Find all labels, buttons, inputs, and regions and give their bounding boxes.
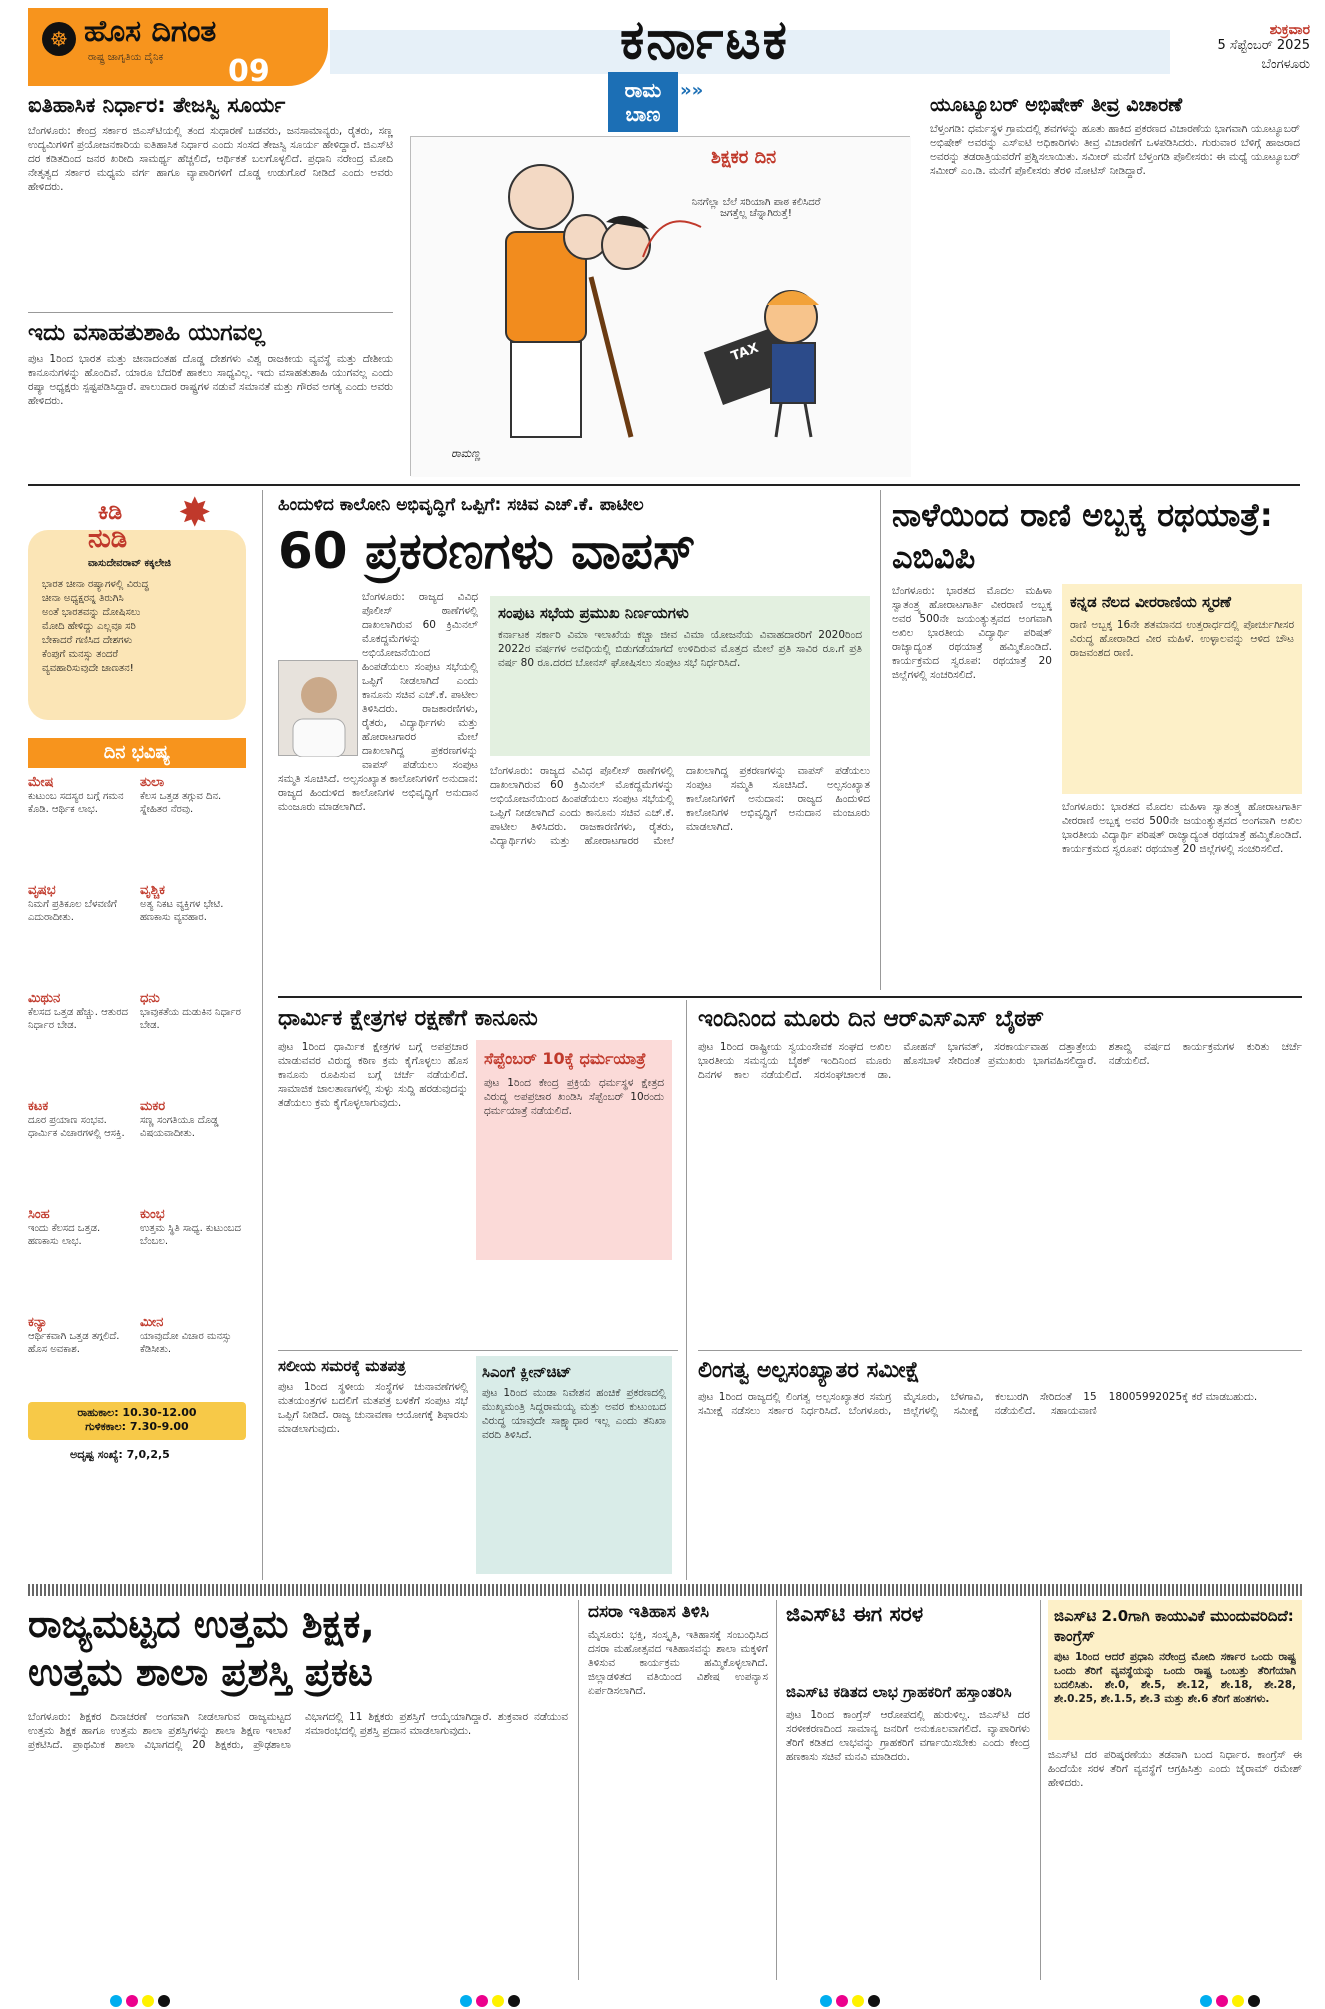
kidi-author: ವಾಸುದೇವರಾವ್ ಕಕ್ಕಲೇಜಿ [88,558,171,569]
article-box-body: ಪುಟ 1ರಿಂದ ಆದರೆ ಪ್ರಧಾನಿ ನರೇಂದ್ರ ಮೋದಿ ಸರ್ಕಾರ ಒಂದು ರಾಷ್ಟ್ರ ಒಂದು ತೆರಿಗೆ ವ್ಯವಸ್ಥೆಯನ್ನು ಒಂದು ರಾಷ್ಟ್ರ ಒಂಬತ್ತು ತೆರಿಗೆಯಾಗಿ ಬದಲಿಸಿತು. ಶೇ.0, ಶೇ.5, ಶೇ.12, ಶೇ.18, ಶೇ.28, ಶೇ.0.25, ಶೇ.1.5, ಶೇ.3 ಮತ್ತು ಶೇ.6 ತೆರಿಗೆ ಹಂತಗಳು. [1054,1651,1296,1705]
divider [278,1350,678,1351]
article-title: ಸಿಎಂಗೆ ಕ್ಲೀನ್‌ಚಿಟ್ [482,1363,572,1381]
kidi-subtitle: ನುಡಿ [88,524,128,554]
rashi-item [140,1208,245,1248]
abbakka-box-body: ರಾಣಿ ಅಬ್ಬಕ್ಕ 16ನೇ ಶತಮಾನದ ಉತ್ತರಾರ್ಧದಲ್ಲಿ ಪೋರ್ಚುಗೀಸರ ವಿರುದ್ಧ ಹೋರಾಡಿದ ವೀರ ಮಹಿಳೆ. ಉಳ್ಳಾಲವನ್ನು ಆಳಿದ ಚೌಟ ರಾಜವಂಶದ ರಾಣಿ. [1070,619,1294,659]
divider [278,996,1302,998]
date-box [1140,22,1310,72]
rashi-name: ಮಿಥುನ [28,991,61,1006]
article-body: ಪುಟ 1ರಿಂದ ಕಾಂಗ್ರೆಸ್ ಆರೋಪದಲ್ಲಿ ಹುರುಳಿಲ್ಲ. ಜಿಎಸ್‌ಟಿ ದರ ಸರಳೀಕರಣದಿಂದ ಸಾಮಾನ್ಯ ಜನರಿಗೆ ಅನುಕೂಲವಾಗಲಿದೆ. ವ್ಯಾಪಾರಿಗಳು ತೆರಿಗೆ ಕಡಿತದ ಲಾಭವನ್ನು ಗ್ರಾಹಕರಿಗೆ ವರ್ಗಾಯಿಸಬೇಕು ಎಂದು ಕೇಂದ್ರ ಹಣಕಾಸು ಸಚಿವೆ ಮನವಿ ಮಾಡಿದರು. [786,1709,1030,1763]
registration-dots [460,1992,524,2009]
kidi-line: ಚೀನಾ ಅಧ್ಯಕ್ಷರನ್ನ ತಿರುಗಿಸಿ [42,593,124,604]
kidi-line: ವ್ಯವಹಾರಿಸುವುದೇ ಜಾಣತನ! [42,663,134,674]
article-body: ಪುಟ 1ರಿಂದ ಧಾರ್ಮಿಕ ಕ್ಷೇತ್ರಗಳ ಬಗ್ಗೆ ಅಪಪ್ರಚಾರ ಮಾಡುವವರ ವಿರುದ್ಧ ಕಠಿಣ ಕ್ರಮ ಕೈಗೊಳ್ಳಲು ಹೊಸ ಕಾನೂನು ರೂಪಿಸುವ ಬಗ್ಗೆ ಚರ್ಚೆ ನಡೆಯಲಿದೆ. ಸಾಮಾಜಿಕ ಜಾಲತಾಣಗಳಲ್ಲಿ ಸುಳ್ಳು ಸುದ್ದಿ ಹರಡುವುದನ್ನು ತಡೆಯಲು ಕ್ರಮ ಕೈಗೊಳ್ಳಲಾಗುವುದು. [278,1041,468,1109]
column-rule [1040,1600,1041,1980]
cleanchit-box [476,1356,672,1574]
lucky-number: ಅದೃಷ್ಟ ಸಂಖ್ಯೆ: 7,0,2,5 [70,1448,170,1461]
rashi-name: ವೃಶ್ಚಿಕ [140,883,165,898]
section-title: ಕರ್ನಾಟಕ [620,8,789,71]
article-body: ಪುಟ 1ರಿಂದ ರಾಜ್ಯದಲ್ಲಿ ಲಿಂಗತ್ವ ಅಲ್ಪಸಂಖ್ಯಾತರ ಸಮಗ್ರ ಸಮೀಕ್ಷೆ ನಡೆಸಲು ಸರ್ಕಾರ ನಿರ್ಧರಿಸಿದೆ. ಬೆಂಗಳೂರು, ಮೈಸೂರು, ಬೆಳಗಾವಿ, ಕಲಬುರಗಿ ಸೇರಿದಂತೆ 15 ಜಿಲ್ಲೆಗಳಲ್ಲಿ ಸಮೀಕ್ಷೆ ನಡೆಯಲಿದೆ. ಸಹಾಯವಾಣಿ 18005992025ಕ್ಕೆ ಕರೆ ಮಾಡಬಹುದು. [698,1391,1258,1417]
article-ballot [278,1356,468,1566]
rashi-item [28,1316,133,1356]
article-rss [698,1004,1302,1352]
rashi-text: ಕುಟುಂಬ ಸದಸ್ಯರ ಬಗ್ಗೆ ಗಮನ ಕೊಡಿ. ಆರ್ಥಿಕ ಲಾಭ. [28,791,124,815]
registration-dots [820,1992,884,2009]
article-title: ನಾಳೆಯಿಂದ ರಾಣಿ ಅಬ್ಬಕ್ಕ ರಥಯಾತ್ರೆ: ಎಬಿವಿಪಿ [892,496,1273,576]
logo-icon: ☸ [42,22,76,56]
dharmayatre-title: ಸೆಪ್ಟೆಂಬರ್ 10ಕ್ಕೆ ಧರ್ಮಯಾತ್ರೆ [484,1049,646,1068]
rashi-item [28,1208,133,1248]
rashi-text: ದೂರ ಪ್ರಯಾಣ ಸಂಭವ. ಧಾರ್ಮಿಕ ವಿಚಾರಗಳಲ್ಲಿ ಆಸಕ್ತಿ. [28,1115,125,1139]
rahukala-box [28,1402,246,1440]
article-body: ಬೆಂಗಳೂರು: ಭಾರತದ ಮೊದಲ ಮಹಿಳಾ ಸ್ವಾತಂತ್ರ್ಯ ಹೋರಾಟಗಾರ್ತಿ ವೀರರಾಣಿ ಅಬ್ಬಕ್ಕ ಅವರ 500ನೇ ಜಯಂತ್ಯುತ್ಸವದ ಅಂಗವಾಗಿ ಅಖಿಲ ಭಾರತೀಯ ವಿದ್ಯಾರ್ಥಿ ಪರಿಷತ್ ರಾಜ್ಯಾದ್ಯಂತ ರಥಯಾತ್ರೆ ಹಮ್ಮಿಕೊಂಡಿದೆ. ಕಾರ್ಯಕ್ರಮದ ಸ್ವರೂಪ: ರಥಯಾತ್ರೆ 20 ಜಿಲ್ಲೆಗಳಲ್ಲಿ ಸಂಚರಿಸಲಿದೆ. [892,585,1052,681]
rashi-item [140,1316,245,1356]
rashi-text: ಕೆಲಸದ ಒತ್ತಡ ಹೆಚ್ಚು. ಆತುರದ ನಿರ್ಧಾರ ಬೇಡ. [28,1007,128,1031]
lead-body [278,590,478,990]
registration-dots [1200,1992,1264,2009]
article-body: ಬೆಂಗಳೂರು: ಶಿಕ್ಷಕರ ದಿನಾಚರಣೆ ಅಂಗವಾಗಿ ನೀಡಲಾಗುವ ರಾಜ್ಯಮಟ್ಟದ ಉತ್ತಮ ಶಿಕ್ಷಕ ಹಾಗೂ ಉತ್ತಮ ಶಾಲಾ ಪ್ರಶಸ್ತಿಗಳನ್ನು ಶಾಲಾ ಶಿಕ್ಷಣ ಇಲಾಖೆ ಪ್ರಕಟಿಸಿದೆ. ಪ್ರಾಥಮಿಕ ಶಾಲಾ ವಿಭಾಗದಲ್ಲಿ 20 ಶಿಕ್ಷಕರು, ಪ್ರೌಢಶಾಲಾ ವಿಭಾಗದಲ್ಲಿ 11 ಶಿಕ್ಷಕರು ಪ್ರಶಸ್ತಿಗೆ ಆಯ್ಕೆಯಾಗಿದ್ದಾರೆ. ಶುಕ್ರವಾರ ನಡೆಯುವ ಸಮಾರಂಭದಲ್ಲಿ ಪ್ರಶಸ್ತಿ ಪ್ರದಾನ ಮಾಡಲಾಗುವುದು. [28,1711,568,1751]
rashi-item [28,992,133,1032]
cartoon-tax-label: TAX [729,340,761,365]
article-subtitle: ಜಿಎಸ್‌ಟಿ ಕಡಿತದ ಲಾಭ ಗ್ರಾಹಕರಿಗೆ ಹಸ್ತಾಂತರಿಸಿ [786,1683,1012,1701]
horoscope-grid [28,776,246,1396]
date: 5 ಸೆಪ್ಟೆಂಬರ್ 2025 [1217,38,1310,53]
article-title: ಯೂಟ್ಯೂಬರ್ ಅಭಿಷೇಕ್ ತೀವ್ರ ವಿಚಾರಣೆ [930,94,1183,116]
article-body: ಮೈಸೂರು: ಭಕ್ತಿ, ಸಂಸ್ಕೃತಿ, ಇತಿಹಾಸಕ್ಕೆ ಸಂಬಂಧಿಸಿದ ದಸರಾ ಮಹೋತ್ಸವದ ಇತಿಹಾಸವನ್ನು ಶಾಲಾ ಮಕ್ಕಳಿಗೆ ತಿಳಿಸುವ ಕಾರ್ಯಕ್ರಮ ಹಮ್ಮಿಕೊಳ್ಳಲಾಗಿದೆ. ಜಿಲ್ಲಾಡಳಿತದ ವತಿಯಿಂದ ವಿಶೇಷ ಉಪನ್ಯಾಸ ಏರ್ಪಡಿಸಲಾಗಿದೆ. [588,1629,768,1697]
article-title: ಧಾರ್ಮಿಕ ಕ್ಷೇತ್ರಗಳ ರಕ್ಷಣೆಗೆ ಕಾನೂನು [278,1006,538,1031]
kidi-line: ಮೋದಿ ಹೇಳಿದ್ದು ಎಲ್ಲವೂ ಸರಿ [42,621,136,632]
city: ಬೆಂಗಳೂರು [1261,57,1310,72]
article-teacher-awards [28,1600,568,1980]
article-body: ಬೆಳ್ತಂಗಡಿ: ಧರ್ಮಸ್ಥಳ ಗ್ರಾಮದಲ್ಲಿ ಶವಗಳನ್ನು ಹೂತು ಹಾಕಿದ ಪ್ರಕರಣದ ವಿಚಾರಣೆಯ ಭಾಗವಾಗಿ ಯೂಟ್ಯೂಬರ್ ಅಭಿಷೇಕ್ ಅವರನ್ನು ಎಸ್‌ಐಟಿ ಅಧಿಕಾರಿಗಳು ತೀವ್ರ ವಿಚಾರಣೆಗೆ ಒಳಪಡಿಸಿದರು. ಗುರುವಾರ ಬೆಳಿಗ್ಗೆ ಹಾಜರಾದ ಅವರನ್ನು ತಡರಾತ್ರಿಯವರೆಗೆ ಪ್ರಶ್ನಿಸಲಾಯಿತು. ಸಮೀರ್ ಮನೆಗೆ ಬೆಳ್ತಂಗಡಿ ಪೊಲೀಸರು: ಈ ಮಧ್ಯೆ ಯೂಟ್ಯೂಬರ್ ಸಮೀರ್ ಎಂ.ಡಿ. ಮನೆಗೆ ಪೊಲೀಸರು ತೆರಳಿ ನೋಟಿಸ್ ನೀಡಿದ್ದಾರೆ. [930,123,1300,177]
article-body: ಜಿಎಸ್‌ಟಿ ದರ ಪರಿಷ್ಕರಣೆಯು ತಡವಾಗಿ ಬಂದ ನಿರ್ಧಾರ. ಕಾಂಗ್ರೆಸ್ ಈ ಹಿಂದೆಯೇ ಸರಳ ತೆರಿಗೆ ವ್ಯವಸ್ಥೆಗೆ ಆಗ್ರಹಿಸಿತ್ತು ಎಂದು ಜೈರಾಮ್ ರಮೇಶ್ ಹೇಳಿದರು. [1048,1749,1302,1789]
rashi-name: ತುಲಾ [140,775,165,790]
abbakka-box [1062,584,1302,794]
column-label: ರಾಮ ಬಾಣ [608,72,678,132]
article-survey [698,1356,1302,1572]
cabinet-box [490,596,870,756]
rashi-text: ನಿಮಗೆ ಪ್ರತಿಕೂಲ ಬೆಳವಣಿಗೆ ಎದುರಾದೀತು. [28,899,117,923]
cartoon-label: ಶಿಕ್ಷಕರ ದಿನ [711,147,777,168]
article-title: ಜಿಎಸ್‌ಟಿ 2.0ಗಾಗಿ ಕಾಯುವಿಕೆ ಮುಂದುವರಿದಿದೆ: ಕಾಂಗ್ರೆಸ್ [1054,1607,1294,1645]
article-title: ಸಲೀಯ ಸಮರಕ್ಕೆ ಮತಪತ್ರ [278,1357,406,1375]
article-title-line1: ರಾಜ್ಯಮಟ್ಟದ ಉತ್ತಮ ಶಿಕ್ಷಕ, [28,1602,375,1646]
cabinet-more: ಬೆಂಗಳೂರು: ರಾಜ್ಯದ ವಿವಿಧ ಪೊಲೀಸ್ ಠಾಣೆಗಳಲ್ಲಿ ದಾಖಲಾಗಿರುವ 60 ಕ್ರಿಮಿನಲ್ ಮೊಕದ್ದಮೆಗಳನ್ನು ಅಭಿಯೋಜನೆಯಿಂದ ಹಿಂಪಡೆಯಲು ಸಂಪುಟ ಸಭೆಯಲ್ಲಿ ಒಪ್ಪಿಗೆ ನೀಡಲಾಗಿದೆ ಎಂದು ಕಾನೂನು ಸಚಿವ ಎಚ್.ಕೆ. ಪಾಟೀಲ ತಿಳಿಸಿದರು. ರಾಜಕಾರಣಿಗಳು, ರೈತರು, ವಿದ್ಯಾರ್ಥಿಗಳು ಮತ್ತು ಹೋರಾಟಗಾರರ ಮೇಲೆ ದಾಖಲಾಗಿದ್ದ ಪ್ರಕರಣಗಳನ್ನು ವಾಪಸ್ ಪಡೆಯಲು ಸಂಪುಟ ಸಮ್ಮತಿ ಸೂಚಿಸಿದೆ. ಅಲ್ಪಸಂಖ್ಯಾತ ಕಾಲೋನಿಗಳಿಗೆ ಅನುದಾನ: ರಾಜ್ಯದ ಹಿಂದುಳಿದ ಕಾಲೋನಿಗಳ ಅಭಿವೃದ್ಧಿಗೆ ಅನುದಾನ ಮಂಜೂರು ಮಾಡಲಾಗಿದೆ. [490,765,870,847]
rashi-item [28,884,133,924]
article-title: ಇಂದಿನಿಂದ ಮೂರು ದಿನ ಆರ್‌ಎಸ್‌ಎಸ್ ಬೈಠಕ್ [698,1006,1045,1032]
column-rule [776,1600,777,1980]
article-religious [278,1004,678,1034]
column-rule [578,1600,579,1980]
page-number: 09 [228,54,270,89]
kidi-verse [42,578,242,676]
cabinet-box-title: ಸಂಪುಟ ಸಭೆಯ ಪ್ರಮುಖ ನಿರ್ಣಯಗಳು [498,604,689,622]
article-title: ದಸರಾ ಇತಿಹಾಸ ತಿಳಿಸಿ [588,1602,710,1622]
arrows-icon: »» [680,80,704,101]
dharmayatre-box [476,1040,672,1260]
article-youtuber [930,92,1300,482]
article-title: ಜಿಎಸ್‌ಟಿ ಈಗ ಸರಳ [786,1602,924,1626]
lead-kicker: ಹಿಂದುಳಿದ ಕಾಲೋನಿ ಅಭಿವೃದ್ಧಿಗೆ ಒಪ್ಪಿಗೆ: ಸಚಿವ ಎಚ್.ಕೆ. ಪಾಟೀಲ [278,495,644,515]
article-colonial [28,318,393,470]
column-rule [686,1000,687,1580]
lead-article [278,494,868,582]
registration-dots [110,1992,174,2009]
kidi-line: ಭಾರತ ಚೀನಾ ರಷ್ಯಾಗಳಲ್ಲಿ ವಿರುದ್ಧ [42,579,149,590]
article-abbakka [892,494,1302,578]
weekday: ಶುಕ್ರವಾರ [1269,22,1310,38]
rashi-text: ಇಂದು ಕೆಲಸದ ಒತ್ತಡ. ಹಣಕಾಸು ಲಾಭ. [28,1223,101,1247]
kidi-line: ಕೆಂಪುಗೆ ಮನಸ್ಸು ತಂದರೆ [42,649,119,660]
horoscope-heading: ದಿನ ಭವಿಷ್ಯ [28,738,246,768]
editorial-cartoon [410,136,910,476]
rashi-text: ಉತ್ತಮ ಸ್ಥಿತಿ ಸಾಧ್ಯ. ಕುಟುಂಬದ ಬೆಂಬಲ. [140,1223,241,1247]
article-title-line2: ಉತ್ತಮ ಶಾಲಾ ಪ್ರಶಸ್ತಿ ಪ್ರಕಟ [28,1650,373,1694]
article-body: ಪುಟ 1ರಿಂದ ಭಾರತ ಮತ್ತು ಚೀನಾದಂತಹ ದೊಡ್ಡ ದೇಶಗಳು ವಿಶ್ವ ರಾಜಕೀಯ ವ್ಯವಸ್ಥೆ ಮತ್ತು ದೇಶೀಯ ಕಾನೂನುಗಳನ್ನು ಹೊಂದಿವೆ. ಯಾರೂ ಬೆದರಿಕೆ ಹಾಕಲು ಸಾಧ್ಯವಿಲ್ಲ. ಇದು ವಸಾಹತುಶಾಹಿ ಯುಗವಲ್ಲ ಎಂದು ರಷ್ಯಾ ಅಧ್ಯಕ್ಷರು ಸ್ಪಷ್ಟಪಡಿಸಿದ್ದಾರೆ. ಪಾಲುದಾರ ರಾಷ್ಟ್ರಗಳ ನಡುವೆ ಸಮಾನತೆ ಮತ್ತು ಗೌರವ ಅಗತ್ಯ ಎಂದು ಅವರು ಹೇಳಿದರು. [28,353,393,407]
rashi-text: ಆರ್ಥಿಕವಾಗಿ ಒತ್ತಡ ತಗ್ಗಲಿದೆ. ಹೊಸ ಅವಕಾಶ. [28,1331,120,1355]
rashi-item [140,884,245,924]
rashi-name: ಕುಂಭ [140,1207,165,1222]
article-tejasvi [28,92,393,274]
rashi-item [28,776,133,816]
lead-body-text: ಬೆಂಗಳೂರು: ರಾಜ್ಯದ ವಿವಿಧ ಪೊಲೀಸ್ ಠಾಣೆಗಳಲ್ಲಿ ದಾಖಲಾಗಿರುವ 60 ಕ್ರಿಮಿನಲ್ ಮೊಕದ್ದಮೆಗಳನ್ನು ಅಭಿಯೋಜನೆಯಿಂದ ಹಿಂಪಡೆಯಲು ಸಂಪುಟ ಸಭೆಯಲ್ಲಿ ಒಪ್ಪಿಗೆ ನೀಡಲಾಗಿದೆ ಎಂದು ಕಾನೂನು ಸಚಿವ ಎಚ್.ಕೆ. ಪಾಟೀಲ ತಿಳಿಸಿದರು. ರಾಜಕಾರಣಿಗಳು, ರೈತರು, ವಿದ್ಯಾರ್ಥಿಗಳು ಮತ್ತು ಹೋರಾಟಗಾರರ ಮೇಲೆ ದಾಖಲಾಗಿದ್ದ ಪ್ರಕರಣಗಳನ್ನು ವಾಪಸ್ ಪಡೆಯಲು ಸಂಪುಟ ಸಮ್ಮತಿ ಸೂಚಿಸಿದೆ. ಅಲ್ಪಸಂಖ್ಯಾತ ಕಾಲೋನಿಗಳಿಗೆ ಅನುದಾನ: ರಾಜ್ಯದ ಹಿಂದುಳಿದ ಕಾಲೋನಿಗಳ ಅಭಿವೃದ್ಧಿಗೆ ಅನುದಾನ ಮಂಜೂರು ಮಾಡಲಾಗಿದೆ. [278,591,478,813]
rashi-item [28,1100,133,1140]
dharmayatre-body: ಪುಟ 1ರಿಂದ ಕೇಂದ್ರ ಪ್ರಕ್ರಿಯೆ ಧರ್ಮಸ್ಥಳ ಕ್ಷೇತ್ರದ ವಿರುದ್ಧ ಅಪಪ್ರಚಾರ ಖಂಡಿಸಿ ಸೆಪ್ಟೆಂಬರ್ 10ರಂದು ಧರ್ಮಯಾತ್ರೆ ನಡೆಯಲಿದೆ. [484,1077,664,1117]
article-body: ಪುಟ 1ರಿಂದ ಸ್ಥಳೀಯ ಸಂಸ್ಥೆಗಳ ಚುನಾವಣೆಗಳಲ್ಲಿ ಮತಯಂತ್ರಗಳ ಬದಲಿಗೆ ಮತಪತ್ರ ಬಳಕೆಗೆ ಸಂಪುಟ ಸಭೆ ಒಪ್ಪಿಗೆ ನೀಡಿದೆ. ರಾಜ್ಯ ಚುನಾವಣಾ ಆಯೋಗಕ್ಕೆ ಶಿಫಾರಸು ಮಾಡಲಾಗುವುದು. [278,1381,468,1435]
masthead-logo [28,8,328,89]
article-gst-simple [786,1600,1030,1958]
rashi-item [140,776,245,816]
article-dasara [588,1600,768,1968]
rashi-text: ಯಾವುದೋ ವಿಚಾರ ಮನಸ್ಸು ಕೆಡಿಸೀತು. [140,1331,232,1355]
rashi-name: ಮೇಷ [28,775,54,790]
cartoonist-sign: ರಾಮಣ್ಣ [451,447,481,460]
divider [28,484,1300,486]
rashi-name: ಕಟಕ [28,1099,49,1114]
kidi-title: ಕಿಡಿ [98,500,123,525]
article-title: ಇದು ವಸಾಹತುಶಾಹಿ ಯುಗವಲ್ಲ [28,320,265,346]
spark-icon: ✸ [178,490,212,536]
rashi-name: ಧನು [140,991,160,1006]
abbakka-box-title: ಕನ್ನಡ ನೆಲದ ವೀರರಾಣಿಯ ಸ್ಮರಣೆ [1070,593,1231,611]
divider [698,1350,1302,1351]
kidi-line: ಅಂತೆ ಭಾರತವನ್ನು ದೋಷಿಸಲು [42,607,141,618]
cartoon-drawing [411,137,911,477]
article-body: ಪುಟ 1ರಿಂದ ಮುಡಾ ನಿವೇಶನ ಹಂಚಿಕೆ ಪ್ರಕರಣದಲ್ಲಿ ಮುಖ್ಯಮಂತ್ರಿ ಸಿದ್ದರಾಮಯ್ಯ ಮತ್ತು ಅವರ ಕುಟುಂಬದ ವಿರುದ್ಧ ಯಾವುದೇ ಸಾಕ್ಷ್ಯಾಧಾರ ಇಲ್ಲ ಎಂದು ತನಿಖಾ ವರದಿ ತಿಳಿಸಿದೆ. [482,1387,666,1441]
rashi-name: ಮಕರ [140,1099,166,1114]
column-rule [262,490,263,1580]
newspaper-name: ಹೊಸ ದಿಗಂತ [84,14,217,49]
article-body: ಪುಟ 1ರಿಂದ ರಾಷ್ಟ್ರೀಯ ಸ್ವಯಂಸೇವಕ ಸಂಘದ ಅಖಿಲ ಭಾರತೀಯ ಸಮನ್ವಯ ಬೈಠಕ್ ಇಂದಿನಿಂದ ಮೂರು ದಿನಗಳ ಕಾಲ ನಡೆಯಲಿದೆ. ಸರಸಂಘಚಾಲಕ ಡಾ. ಮೋಹನ್ ಭಾಗವತ್, ಸರಕಾರ್ಯವಾಹ ದತ್ತಾತ್ರೇಯ ಹೊಸಬಾಳೆ ಸೇರಿದಂತೆ ಪ್ರಮುಖರು ಭಾಗವಹಿಸಲಿದ್ದಾರೆ. ಶತಾಬ್ದಿ ವರ್ಷದ ಕಾರ್ಯಕ್ರಮಗಳ ಕುರಿತು ಚರ್ಚೆ ನಡೆಯಲಿದೆ. [698,1041,1302,1081]
section-stripe [28,1584,1302,1596]
rashi-item [140,1100,245,1140]
article-body: ಬೆಂಗಳೂರು: ಕೇಂದ್ರ ಸರ್ಕಾರ ಜಿಎಸ್‌ಟಿಯಲ್ಲಿ ತಂದ ಸುಧಾರಣೆ ಬಡವರು, ಜನಸಾಮಾನ್ಯರು, ರೈತರು, ಸಣ್ಣ ಉದ್ಯಮಿಗಳಿಗೆ ಪ್ರಯೋಜನಕಾರಿಯ ಐತಿಹಾಸಿಕ ನಿರ್ಧಾರ ಎಂದು ಸಂಸದ ತೇಜಸ್ವಿ ಸೂರ್ಯ ಹೇಳಿದ್ದಾರೆ. ಜಿಎಸ್‌ಟಿ ದರ ಕಡಿತದಿಂದ ಜನರ ಖರೀದಿ ಸಾಮರ್ಥ್ಯ ಹೆಚ್ಚಲಿದೆ, ಆರ್ಥಿಕತೆ ಬಲಗೊಳ್ಳಲಿದೆ. ಪ್ರಧಾನಿ ನರೇಂದ್ರ ಮೋದಿ ನೇತೃತ್ವದ ಸರ್ಕಾರ ಮಧ್ಯಮ ವರ್ಗ ಹಾಗೂ ವ್ಯಾಪಾರಿಗಳಿಗೆ ದೊಡ್ಡ ಉಡುಗೊರೆ ನೀಡಿದೆ ಎಂದು ಅವರು ಹೇಳಿದರು. [28,125,393,193]
rashi-name: ಕನ್ಯಾ [28,1315,48,1330]
rahukala: ರಾಹುಕಾಲ: 10.30-12.00 [77,1406,197,1419]
rashi-name: ವೃಷಭ [28,883,56,898]
rashi-text: ಭಾವುಕತೆಯ ದುಡುಕಿನ ನಿರ್ಧಾರ ಬೇಡ. [140,1007,241,1031]
column-rule [880,490,881,990]
newspaper-tagline: ರಾಷ್ಟ್ರ ಜಾಗೃತಿಯ ದೈನಿಕ [88,52,164,63]
cartoon-speech: ನಿನಗೆಲ್ಲಾ ಬೆಲೆ ಸರಿಯಾಗಿ ಪಾಠ ಕಲಿಸಿದರೆ ಜಗತ್ತೆಲ್ಲ ಚೆನ್ನಾಗಿರುತ್ತೆ! [691,197,821,219]
rashi-text: ಸಣ್ಣ ಸಂಗತಿಯೂ ದೊಡ್ಡ ವಿಷಯವಾದೀತು. [140,1115,219,1139]
gulika: ಗುಳಿಕಕಾಲ: 7.30-9.00 [85,1420,189,1433]
rashi-item [140,992,245,1032]
article-title: ಲಿಂಗತ್ವ ಅಲ್ಪಸಂಖ್ಯಾತರ ಸಮೀಕ್ಷೆ [698,1358,920,1383]
rashi-name: ಸಿಂಹ [28,1207,50,1222]
divider [28,312,393,313]
kidi-nudi-box [28,490,246,720]
article-body-cont: ಬೆಂಗಳೂರು: ಭಾರತದ ಮೊದಲ ಮಹಿಳಾ ಸ್ವಾತಂತ್ರ್ಯ ಹೋರಾಟಗಾರ್ತಿ ವೀರರಾಣಿ ಅಬ್ಬಕ್ಕ ಅವರ 500ನೇ ಜಯಂತ್ಯುತ್ಸವದ ಅಂಗವಾಗಿ ಅಖಿಲ ಭಾರತೀಯ ವಿದ್ಯಾರ್ಥಿ ಪರಿಷತ್ ರಾಜ್ಯಾದ್ಯಂತ ರಥಯಾತ್ರೆ ಹಮ್ಮಿಕೊಂಡಿದೆ. ಕಾರ್ಯಕ್ರಮದ ಸ್ವರೂಪ: ರಥಯಾತ್ರೆ 20 ಜಿಲ್ಲೆಗಳಲ್ಲಿ ಸಂಚರಿಸಲಿದೆ. [1062,801,1302,855]
rashi-name: ಮೀನ [140,1315,164,1330]
article-title: ಐತಿಹಾಸಿಕ ನಿರ್ಧಾರ: ತೇಜಸ್ವಿ ಸೂರ್ಯ [28,93,286,117]
kidi-line: ಬೇಕಾದರೆ ಗಣಿಸಿದ ದೇಶಗಳು [42,635,133,646]
rashi-text: ಕೆಲಸ ಒತ್ತಡ ತಗ್ಗುವ ದಿನ. ಸ್ನೇಹಿತರ ನೆರವು. [140,791,222,815]
rashi-text: ಅತ್ಯ ನಿಕಟ ವ್ಯಕ್ತಿಗಳ ಭೇಟಿ. ಹಣಕಾಸು ವ್ಯವಹಾರ. [140,899,224,923]
lead-title: 60 ಪ್ರಕರಣಗಳು ವಾಪಸ್ [278,522,696,580]
cabinet-box-body: ಕರ್ನಾಟಕ ಸರ್ಕಾರಿ ವಿಮಾ ಇಲಾಖೆಯ ಕಚ್ಚಾ ಜೀವ ವಿಮಾ ಯೋಜನೆಯ ವಿವಾಹದಾರರಿಗೆ 2020ರಿಂದ 2022ರ ವರ್ಷಗಳ ಅವಧಿಯಲ್ಲಿ ಬಿಡುಗಡೆಯಾಗದೆ ಉಳಿದಿರುವ ಮೊತ್ತದ ಮೇಲೆ ಪ್ರತಿ ಸಾವಿರ ರೂ.ಗೆ ಪ್ರತಿ ವರ್ಷ 80 ರೂ.ದರದ ಬೋನಸ್ ಘೋಷಿಸಲು ಸಂಪುಟ ಸಭೆ ನಿರ್ಧರಿಸಿದೆ. [498,629,862,669]
gst-congress-box [1048,1600,1302,1740]
